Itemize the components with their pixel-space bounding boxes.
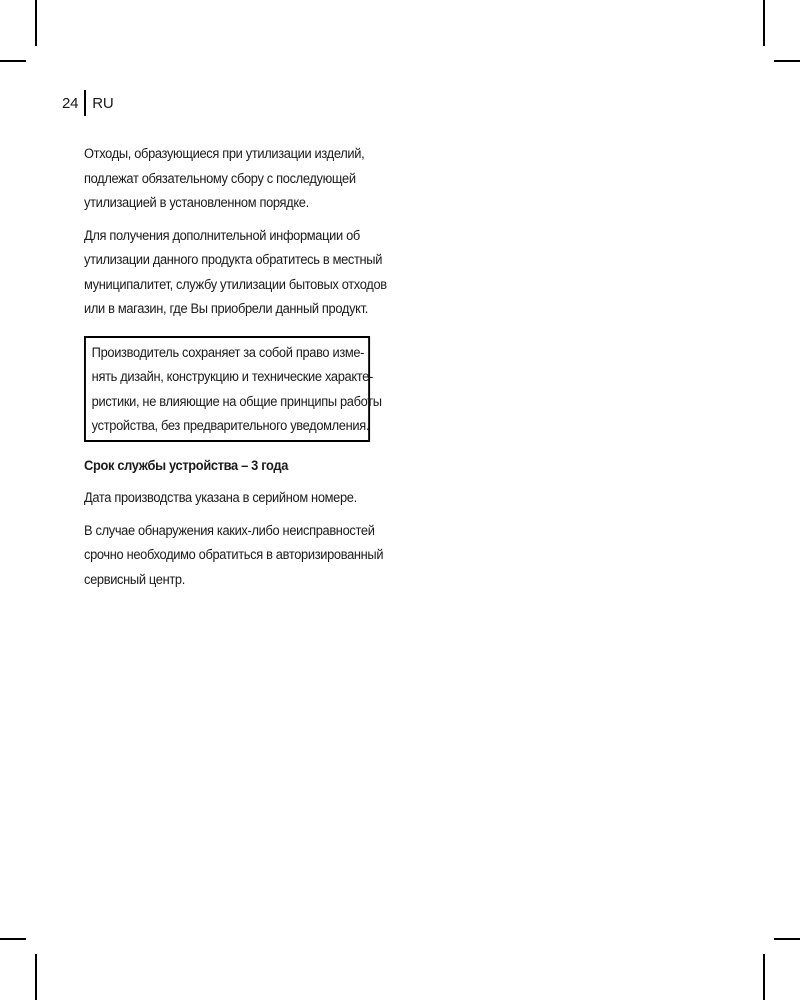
crop-mark-top-right-horizontal	[774, 60, 800, 62]
text-line: Отходы, образующиеся при утилизации изделий,	[84, 146, 365, 161]
text-line: срочно необходимо обратиться в авторизированный	[84, 547, 384, 562]
crop-mark-top-left-horizontal	[0, 60, 26, 62]
more-info-paragraph	[84, 224, 387, 322]
text-line: утилизацией в установленном порядке.	[84, 195, 309, 210]
header-divider	[84, 90, 86, 116]
malfunction-paragraph	[84, 519, 384, 593]
crop-mark-bottom-left-vertical	[35, 954, 37, 1000]
crop-mark-bottom-right-horizontal	[774, 938, 800, 940]
crop-mark-bottom-right-vertical	[763, 954, 765, 1000]
crop-mark-top-right-vertical	[763, 0, 765, 46]
production-date-paragraph: Дата производства указана в серийном номере.	[84, 490, 357, 505]
notice-line: ристики, не влияющие на общие принципы работы	[91, 393, 382, 409]
crop-mark-top-left-vertical	[35, 0, 37, 46]
text-line: утилизации данного продукта обратитесь в местный	[84, 252, 383, 267]
text-line: или в магазин, где Вы приобрели данный продукт.	[84, 301, 368, 316]
page-header	[62, 90, 114, 116]
text-line: Для получения дополнительной информации об	[84, 227, 360, 243]
notice-line: нять дизайн, конструкцию и технические характе-	[91, 369, 373, 384]
text-line: В случае обнаружения каких-либо неисправностей	[84, 522, 375, 538]
page-content	[84, 142, 387, 600]
notice-line: устройства, без предварительного уведомления.	[91, 418, 370, 433]
text-line: подлежат обязательному сбору с последующей	[84, 170, 356, 186]
page-number: 24	[62, 94, 79, 112]
text-line: сервисный центр.	[84, 571, 185, 587]
notice-line: Производитель сохраняет за собой право изме-	[91, 344, 365, 360]
text-line: муниципалитет, службу утилизации бытовых отходов	[84, 276, 387, 292]
service-life-heading: Срок службы устройства – 3 года	[84, 457, 289, 473]
language-code: RU	[92, 94, 114, 112]
manufacturer-notice-box	[84, 336, 382, 442]
crop-mark-bottom-left-horizontal	[0, 938, 26, 940]
disposal-paragraph	[84, 142, 380, 216]
